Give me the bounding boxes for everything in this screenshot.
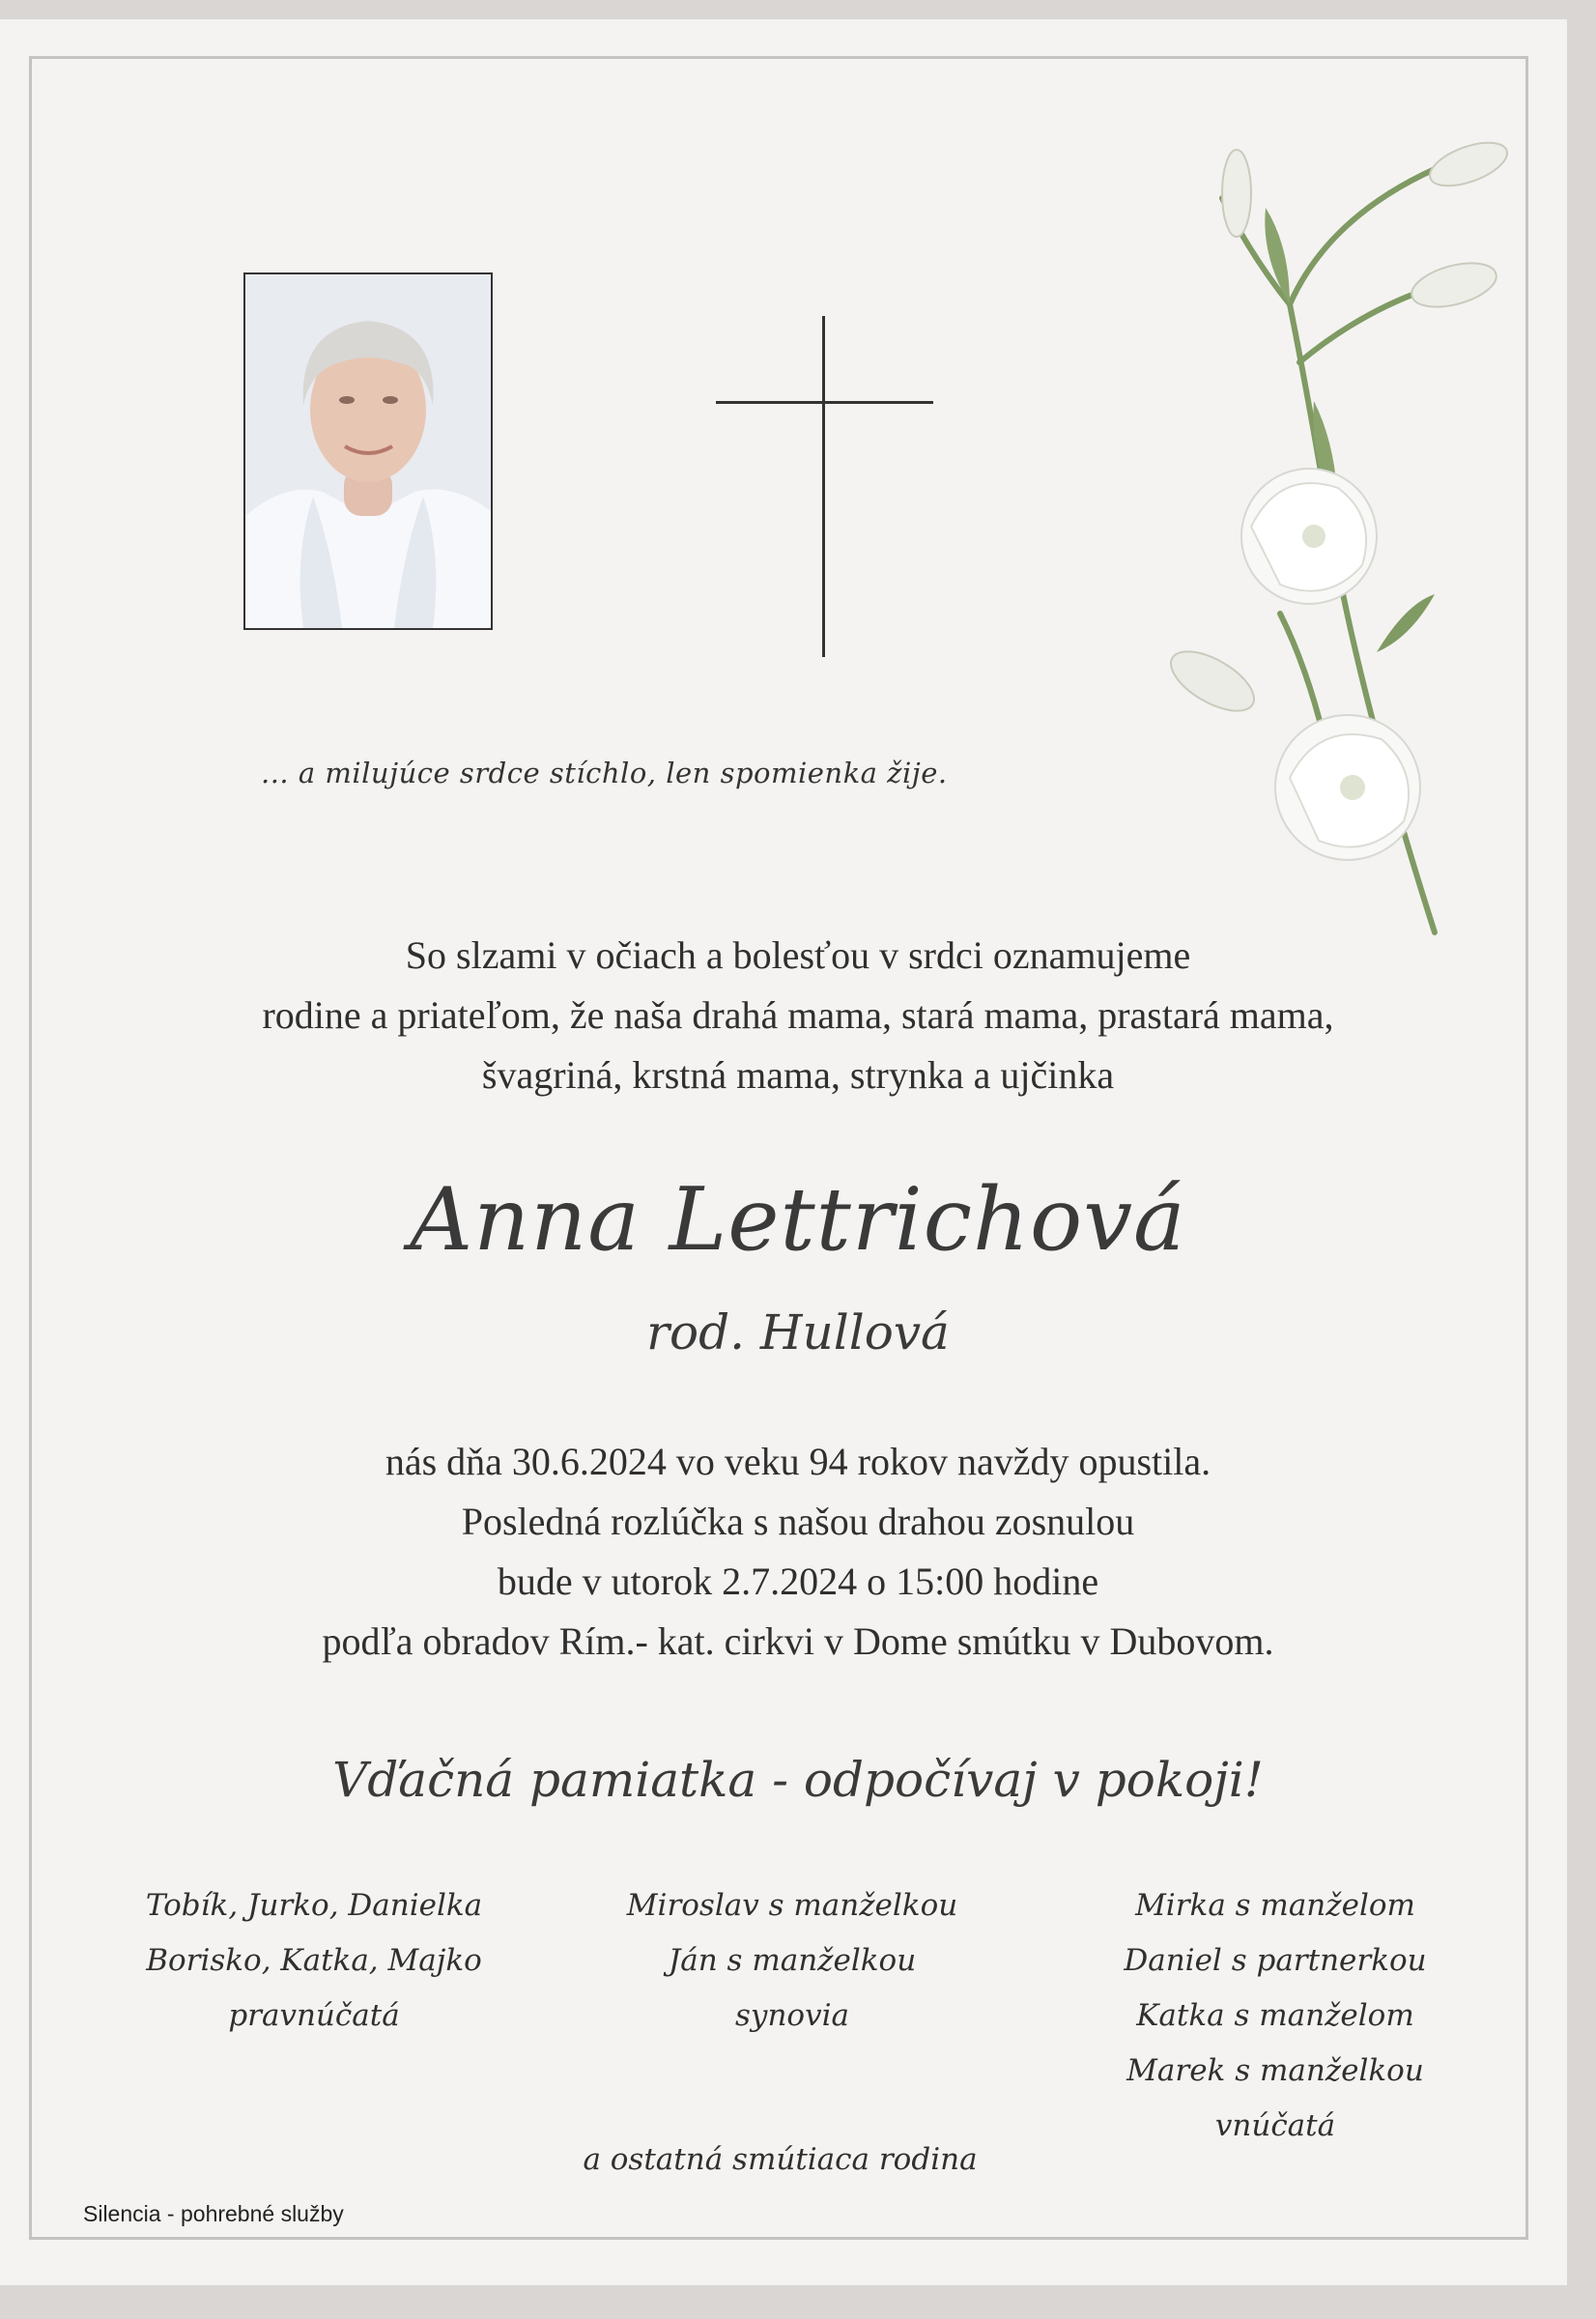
other-mourners: a ostatná smútiaca rodina — [583, 2142, 978, 2177]
mourner-line: vnúčatá — [1214, 2108, 1336, 2143]
mourner-line: Ján s manželkou — [668, 1943, 917, 1978]
details-line: nás dňa 30.6.2024 vo veku 94 rokov navždy opustila. — [385, 1440, 1211, 1483]
details-line: podľa obradov Rím.- kat. cirkvi v Dome smútku v Dubovom. — [322, 1619, 1274, 1663]
mourners-great-grandchildren — [121, 1878, 507, 2044]
mourner-line: Mirka s manželom — [1135, 1888, 1415, 1923]
mourner-line: Miroslav s manželkou — [626, 1888, 958, 1923]
deceased-name: Anna Lettrichová — [410, 1169, 1186, 1271]
funeral-details — [0, 1432, 1596, 1672]
mourner-line: Katka s manželom — [1136, 1998, 1414, 2033]
lily-flowers-decoration — [1145, 111, 1551, 1029]
mourner-line: Tobík, Jurko, Danielka — [145, 1888, 483, 1923]
announcement — [0, 926, 1596, 1105]
maiden-name: rod. Hullová — [646, 1304, 950, 1360]
mourner-line: Borisko, Katka, Majko — [146, 1943, 482, 1978]
mourner-line: synovia — [735, 1998, 849, 2033]
details-line: bude v utorok 2.7.2024 o 15:00 hodine — [497, 1560, 1099, 1603]
motto-text: ... a milujúce srdce stíchlo, len spomienka žije. — [261, 757, 948, 789]
funeral-service-footer: Silencia - pohrebné služby — [83, 2201, 344, 2226]
portrait-image — [245, 274, 491, 628]
portrait-photo — [243, 272, 493, 630]
farewell-text: Vďačná pamiatka - odpočívaj v pokoji! — [332, 1752, 1264, 1808]
cross-vertical — [822, 316, 825, 657]
obituary-sheet — [0, 19, 1567, 2285]
details-line: Posledná rozlúčka s našou drahou zosnulou — [461, 1500, 1135, 1543]
mourner-line: Marek s manželkou — [1126, 2053, 1424, 2088]
announcement-line: rodine a priateľom, že naša drahá mama, stará mama, prastará mama, — [262, 993, 1334, 1037]
mourner-line: pravnúčatá — [228, 1998, 400, 2033]
mourners-grandchildren — [1082, 1878, 1468, 2154]
mourner-line: Daniel s partnerkou — [1124, 1943, 1427, 1978]
announcement-line: švagriná, krstná mama, strynka a ujčinka — [481, 1053, 1115, 1097]
announcement-line: So slzami v očiach a bolesťou v srdci oznamujeme — [405, 933, 1191, 977]
mourners-sons — [599, 1878, 985, 2044]
cross-horizontal — [716, 401, 933, 404]
